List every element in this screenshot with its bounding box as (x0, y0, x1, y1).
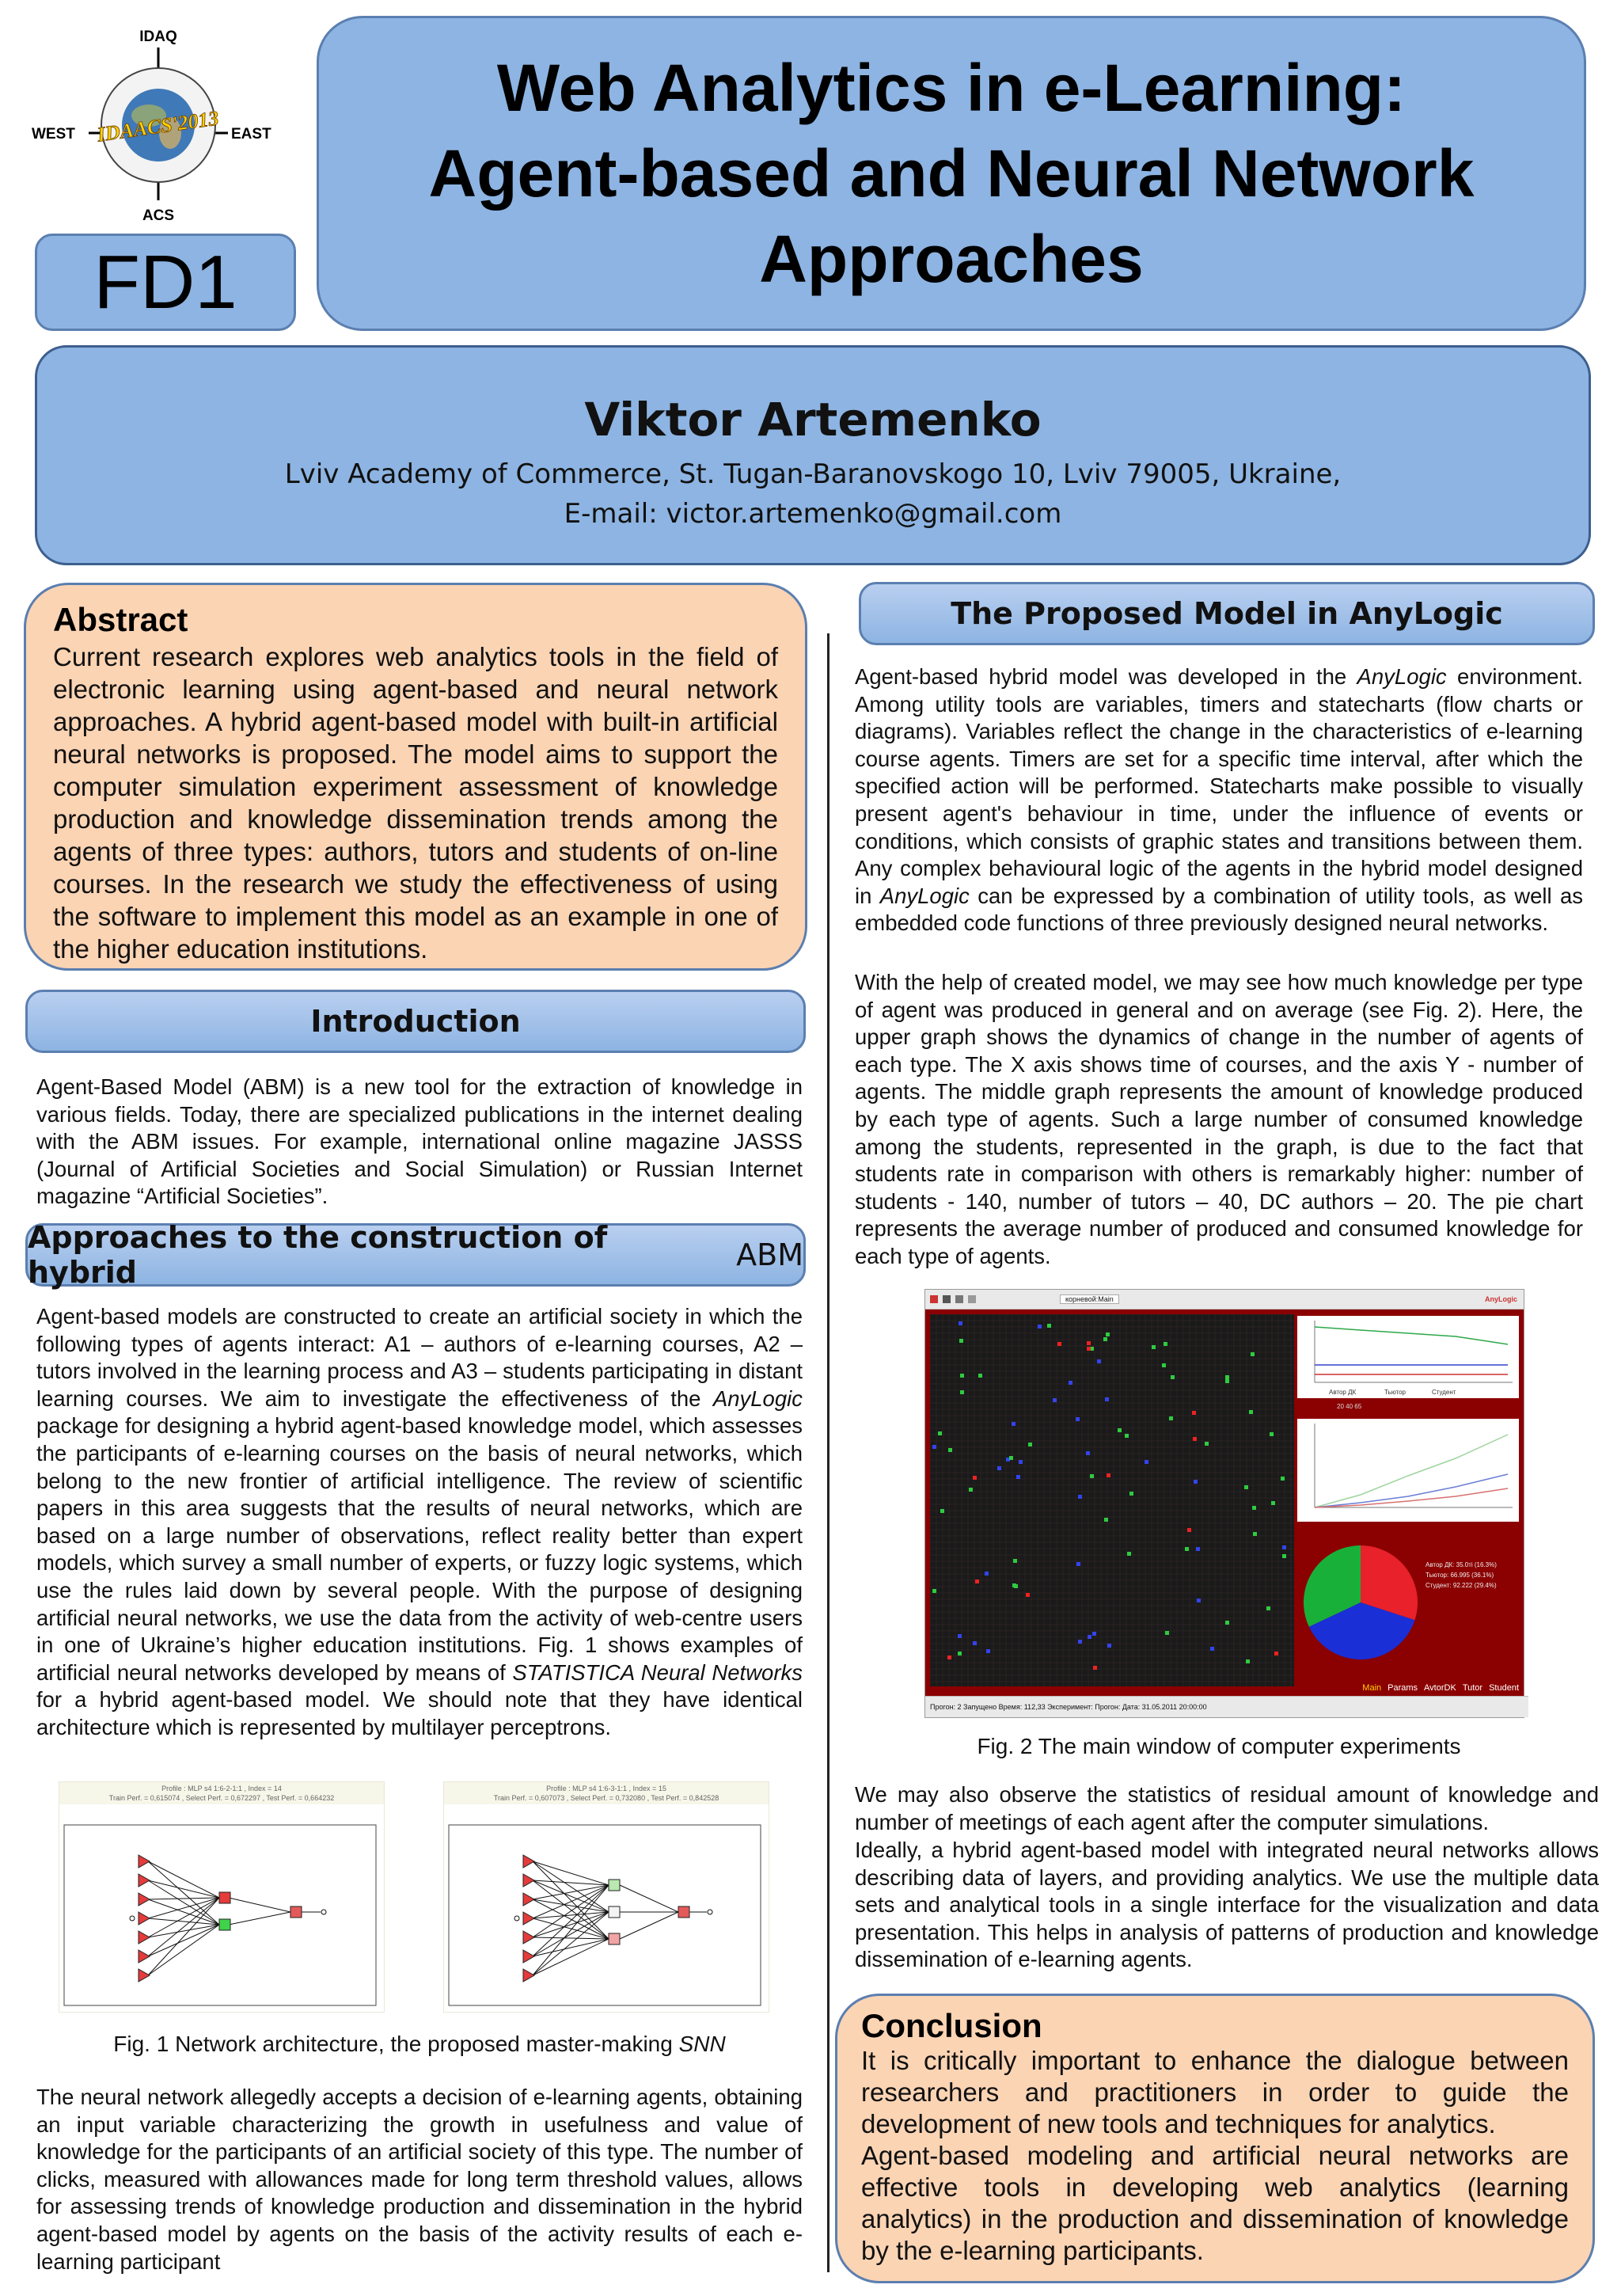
author-email: E-mail: victor.artemenko@gmail.com (564, 498, 1062, 530)
speed-icon (968, 1295, 976, 1303)
agent-marker (1165, 1631, 1169, 1635)
author-banner (35, 345, 1591, 565)
agent-marker (1078, 1640, 1082, 1644)
agent-marker (1194, 1480, 1198, 1484)
agent-marker (1107, 1473, 1110, 1477)
fig2-toolbar (925, 1290, 1524, 1310)
agent-marker (1069, 1381, 1072, 1385)
fig2-pie-chart (1297, 1539, 1424, 1666)
fig2-knowledge-chart (1297, 1419, 1519, 1522)
agent-marker (1057, 1342, 1061, 1346)
agent-marker (1225, 1621, 1229, 1625)
conclusion-heading: Conclusion (861, 2007, 1042, 2044)
agent-marker (1028, 1443, 1032, 1446)
agent-marker (975, 1579, 979, 1583)
agent-marker (1270, 1432, 1274, 1436)
conclusion-paragraph-2: Agent-based modeling and artificial neural networks are effective tools in developing web analytics (learning analytics) in the production and dissemination of knowledge by the e-learning participants. (861, 2141, 1569, 2265)
poster-code-badge (35, 234, 296, 331)
abstract-text: Current research explores web analytics tools in the field of electronic learning using agent-based and neural network approaches. A hybrid agent-based model with built-in artificial neural networks is proposed. The model aims to support the computer simulation experiment assessment of knowledge production and knowledge dissemination trends among the agents of three types: authors, tutors and students of on-line courses. In the research we study the effectiveness of using the software to implement this model as an example in one of the higher education institutions. (53, 642, 778, 964)
agent-marker (1097, 1359, 1101, 1363)
agent-marker (1103, 1337, 1107, 1341)
agent-marker (938, 1431, 942, 1435)
agent-marker (1105, 1397, 1109, 1401)
fig2-tab-main[interactable]: Main (1362, 1683, 1382, 1693)
agent-marker (932, 1445, 936, 1449)
agent-marker (1282, 1554, 1286, 1558)
fig2-legend-tutors: Тьютор (1384, 1389, 1406, 1396)
agent-marker (1251, 1352, 1255, 1356)
agent-marker (932, 1589, 936, 1593)
agent-marker (1012, 1422, 1015, 1426)
agent-marker (1246, 1659, 1250, 1663)
poster-code: FD1 (93, 239, 237, 325)
pie-legend-authors: Автор ДК: 35.0тi (16.3%) (1425, 1561, 1497, 1568)
fig2-status-bar: Прогон: 2 Запущено Время: 112,33 Эксперимент: Прогон: Дата: 31.05.2011 20:00:00 (925, 1696, 1528, 1717)
agent-marker (1145, 1460, 1148, 1464)
agent-marker (1013, 1559, 1017, 1563)
title-banner (317, 16, 1586, 331)
agent-marker (1088, 1635, 1091, 1639)
agent-marker (1047, 1324, 1051, 1328)
agent-marker (959, 1339, 963, 1343)
approaches-paragraph-2: The neural network allegedly accepts a decision of e-learning agents, obtaining an input variable characterizing the growth in usefulness and value of knowledge for the participants of an artificial society of this type. The number of clicks, measured with allowances made for long term threshold values, allows for assessing trends of knowledge production and dissemination in the hybrid agent-based model by agents on the basis of the activity results of each e-learning participant (36, 2085, 803, 2274)
fig1-network-a (59, 1781, 385, 2013)
model-heading: The Proposed Model in AnyLogic (859, 582, 1595, 645)
agent-marker (1076, 1562, 1080, 1566)
agent-marker (1253, 1532, 1257, 1536)
introduction-text: Agent-Based Model (ABM) is a new tool for the extraction of knowledge in various fields. Today, there are specialized publications in the internet dealing with the ABM issues. For example, international online magazine JASSS (Journal of Artificial Societies and Social Simulation) or Russian Internet magazine “Artificial Societies”. (36, 1074, 803, 1209)
agent-marker (1171, 1375, 1175, 1379)
agent-marker (1104, 1518, 1108, 1522)
agent-marker (997, 1466, 1001, 1470)
fig2-anylogic-window (924, 1289, 1524, 1718)
fig2-brand: AnyLogic (1484, 1295, 1517, 1303)
agent-marker (1090, 1474, 1094, 1478)
approaches-heading: Approaches to the construction of hybrid ABM (25, 1223, 806, 1287)
agent-marker (1129, 1492, 1133, 1496)
column-divider (827, 633, 829, 2272)
fig2-pie-legend (1425, 1560, 1497, 1591)
fig1-a-profile: Profile : MLP s4 1:6-2-1:1 , Index = 14 (161, 1785, 282, 1792)
agent-marker (1152, 1345, 1156, 1349)
fig2-tab-params[interactable]: Params (1388, 1683, 1418, 1693)
fig2-agent-grid (930, 1314, 1294, 1686)
agent-marker (1196, 1547, 1200, 1551)
agent-marker (1192, 1411, 1196, 1415)
fig2-tab-avtordk[interactable]: AvtorDK (1424, 1683, 1456, 1693)
fig2-tabs (1362, 1683, 1519, 1693)
fig1-b-diagram (444, 1804, 767, 2012)
fig2-view-field: корневой:Main (1060, 1294, 1119, 1304)
agent-marker (959, 1321, 962, 1325)
model-paragraph-2: With the help of created model, we may see how much knowledge per type of agent was produced in general and on average (see Fig. 2). Here, the upper graph shows the dynamics of change in the number of agents of each type. The X axis shows time of courses, and the axis Y - number of agents. The middle graph represents the amount of knowledge produced by each type of agents. Such a large number of consumed knowledge among the students, represented in the graph, is due to the fact that students rate in comparison with others is remarkably higher: number of students - 140, number of tutors – 40, DC authors – 20. The pie chart represents the average number of produced and consumed knowledge for each type of agents. (855, 970, 1583, 1268)
agent-marker (1087, 1347, 1091, 1351)
agent-marker (1092, 1632, 1096, 1636)
agent-marker (1197, 1598, 1201, 1602)
agent-marker (960, 1374, 964, 1378)
author-affiliation: Lviv Academy of Commerce, St. Tugan-Baranovskogo 10, Lviv 79005, Ukraine, (284, 458, 1342, 490)
abstract-box (24, 583, 807, 971)
agent-marker (940, 1509, 944, 1513)
agent-marker (1038, 1325, 1042, 1329)
agent-marker (1012, 1583, 1016, 1587)
agent-marker (1187, 1528, 1191, 1532)
approaches-paragraph-1: Agent-based models are constructed to create an artificial society in which the following types of agents interact: A1 – authors of e-learning courses, A2 – tutors involved in the learning process and A3 – students participating in distant learning courses. We aim to investigate the effectiveness of the AnyLogic package for designing a hybrid agent-based knowledge model, which assesses the participants of e-learning courses on the basis of neural networks, which belong to the new frontier of artificial intelligence. The review of scientific papers in this area suggests that the results of neural networks, which are based on a large number of observations, reflect reality better than expert models, which survey a small number of experts, or fuzzy logic systems, which use the rules laid down by several people. With the purpose of designing artificial neural networks, we use the data from the activity of web-centre users in one of Ukraine’s higher education institutions. Fig. 1 shows examples of artificial neural networks developed by means of STATISTICA Neural Networks for a hybrid agent-based model. We should note that they have identical architecture which is represented by multilayer perceptrons. (36, 1304, 803, 1739)
logo-center-label: IDAACS'2013 (95, 106, 221, 146)
fig1-b-profile: Profile : MLP s4 1:6-3-1:1 , Index = 15 (546, 1785, 666, 1792)
author-name: Viktor Artemenko (584, 393, 1042, 447)
poster-title: Web Analytics in e-Learning: Agent-based and Neural Network Approaches (428, 51, 1475, 296)
agent-marker (1053, 1398, 1057, 1402)
agent-marker (1225, 1375, 1229, 1379)
agent-marker (1009, 1456, 1013, 1460)
model-paragraph-3: We may also observe the statistics of residual amount of knowledge and number of meetings of each agent after the computer simulations. (855, 1782, 1599, 1834)
agent-marker (1274, 1652, 1278, 1655)
agent-marker (1244, 1485, 1248, 1489)
agent-marker (958, 1652, 962, 1655)
fig2-tab-tutor[interactable]: Tutor (1462, 1683, 1483, 1693)
agent-marker (1127, 1552, 1131, 1556)
introduction-heading: Introduction (25, 990, 806, 1053)
agent-marker (1078, 1495, 1082, 1499)
agent-marker (978, 1374, 982, 1378)
agent-marker (1107, 1644, 1111, 1648)
fig2-agents-chart (1297, 1316, 1519, 1398)
agent-marker (1162, 1363, 1166, 1367)
agent-marker (1076, 1417, 1080, 1421)
agent-marker (1169, 1416, 1173, 1420)
agent-marker (1019, 1460, 1023, 1464)
logo-right-label: EAST (231, 126, 271, 143)
pie-legend-tutors: Тьютор: 66.995 (36.1%) (1425, 1572, 1494, 1579)
agent-marker (1093, 1666, 1097, 1670)
conclusion-paragraph-1: It is critically important to enhance the dialogue between researchers and practitioners in order to guide the development of new tools and techniques for analytics. (861, 2046, 1569, 2138)
agent-marker (1249, 1410, 1253, 1414)
model-paragraph-1: Agent-based hybrid model was developed in the AnyLogic environment. Among utility tools are variables, timers and statecharts (flow charts or diagrams). Variables reflect the change in the characteristics of e-learning course agents. Timers are set for a specific time interval, after which the specified action will be performed. Statecharts make possible to visually present agent's behaviour in time, under the influence of events or conditions, which consists of graphic states and transitions between them. Any complex behavioural logic of the agents in the hybrid model designed in AnyLogic can be expressed by a combination of utility tools, as well as embedded code functions of three previously designed neural networks. (855, 664, 1583, 936)
fig2-caption: Fig. 2 The main window of computer experiments (977, 1734, 1461, 1758)
step-icon (955, 1295, 963, 1303)
fig2-legend-values: 20 40 65 (1337, 1403, 1362, 1410)
fig1-b-perf: Train Perf. = 0,607073 , Select Perf. = 0,732080 , Test Perf. = 0,842528 (493, 1794, 719, 1802)
fig1-network-b (443, 1781, 769, 2013)
agent-marker (948, 1448, 952, 1452)
agent-marker (1266, 1606, 1270, 1610)
agent-marker (1016, 1475, 1020, 1479)
stop-icon (930, 1295, 938, 1303)
agent-marker (1026, 1593, 1030, 1597)
fig2-main-panel (925, 1310, 1524, 1696)
agent-marker (1118, 1428, 1122, 1432)
pie-legend-students: Студент: 92.222 (29.4%) (1425, 1582, 1497, 1589)
conference-logo (16, 14, 301, 228)
agent-marker (1205, 1442, 1209, 1446)
agent-marker (1225, 1379, 1229, 1383)
agent-marker (1271, 1501, 1275, 1505)
agent-marker (973, 1641, 977, 1645)
fig1-a-perf: Train Perf. = 0,615074 , Select Perf. = 0,672297 , Test Perf. = 0,664232 (108, 1794, 335, 1802)
agent-marker (1087, 1341, 1091, 1345)
logo-left-label: WEST (32, 126, 75, 143)
agent-marker (1193, 1437, 1197, 1441)
agent-marker (1106, 1332, 1110, 1336)
agent-marker (973, 1476, 977, 1480)
agent-marker (1210, 1647, 1214, 1651)
agent-marker (960, 1390, 964, 1394)
logo-top-label: IDAQ (139, 29, 177, 45)
fig1-caption: Fig. 1 Network architecture, the proposed master-making SNN (113, 2032, 726, 2056)
agent-marker (1185, 1547, 1189, 1551)
agent-marker (1164, 1342, 1167, 1346)
agent-marker (985, 1572, 989, 1576)
model-paragraph-4: Ideally, a hybrid agent-based model with integrated neural networks allows describing data of layers, and providing analytics. We use the multiple data sets and analytical tools in a single interface for the visualization and data presentation. This helps in analysis of patterns of production and knowledge dissemination of e-learning agents. (855, 1838, 1599, 1972)
fig2-legend-students: Студент (1432, 1389, 1456, 1396)
agent-marker (958, 1634, 962, 1638)
logo-bottom-label: ACS (142, 207, 175, 224)
agent-marker (1252, 1506, 1256, 1510)
fig1-a-diagram (59, 1804, 382, 2012)
conclusion-box (835, 1994, 1595, 2283)
agent-marker (947, 1655, 951, 1659)
pause-icon (943, 1295, 951, 1303)
agent-marker (1281, 1477, 1285, 1481)
agent-marker (969, 1488, 973, 1492)
fig2-tab-student[interactable]: Student (1489, 1683, 1519, 1693)
agent-marker (1282, 1545, 1286, 1549)
fig2-legend-authors: Автор ДК (1329, 1389, 1357, 1396)
abstract-heading: Abstract (53, 601, 188, 638)
agent-marker (986, 1649, 990, 1653)
agent-marker (1125, 1434, 1129, 1438)
agent-marker (1086, 1451, 1090, 1455)
